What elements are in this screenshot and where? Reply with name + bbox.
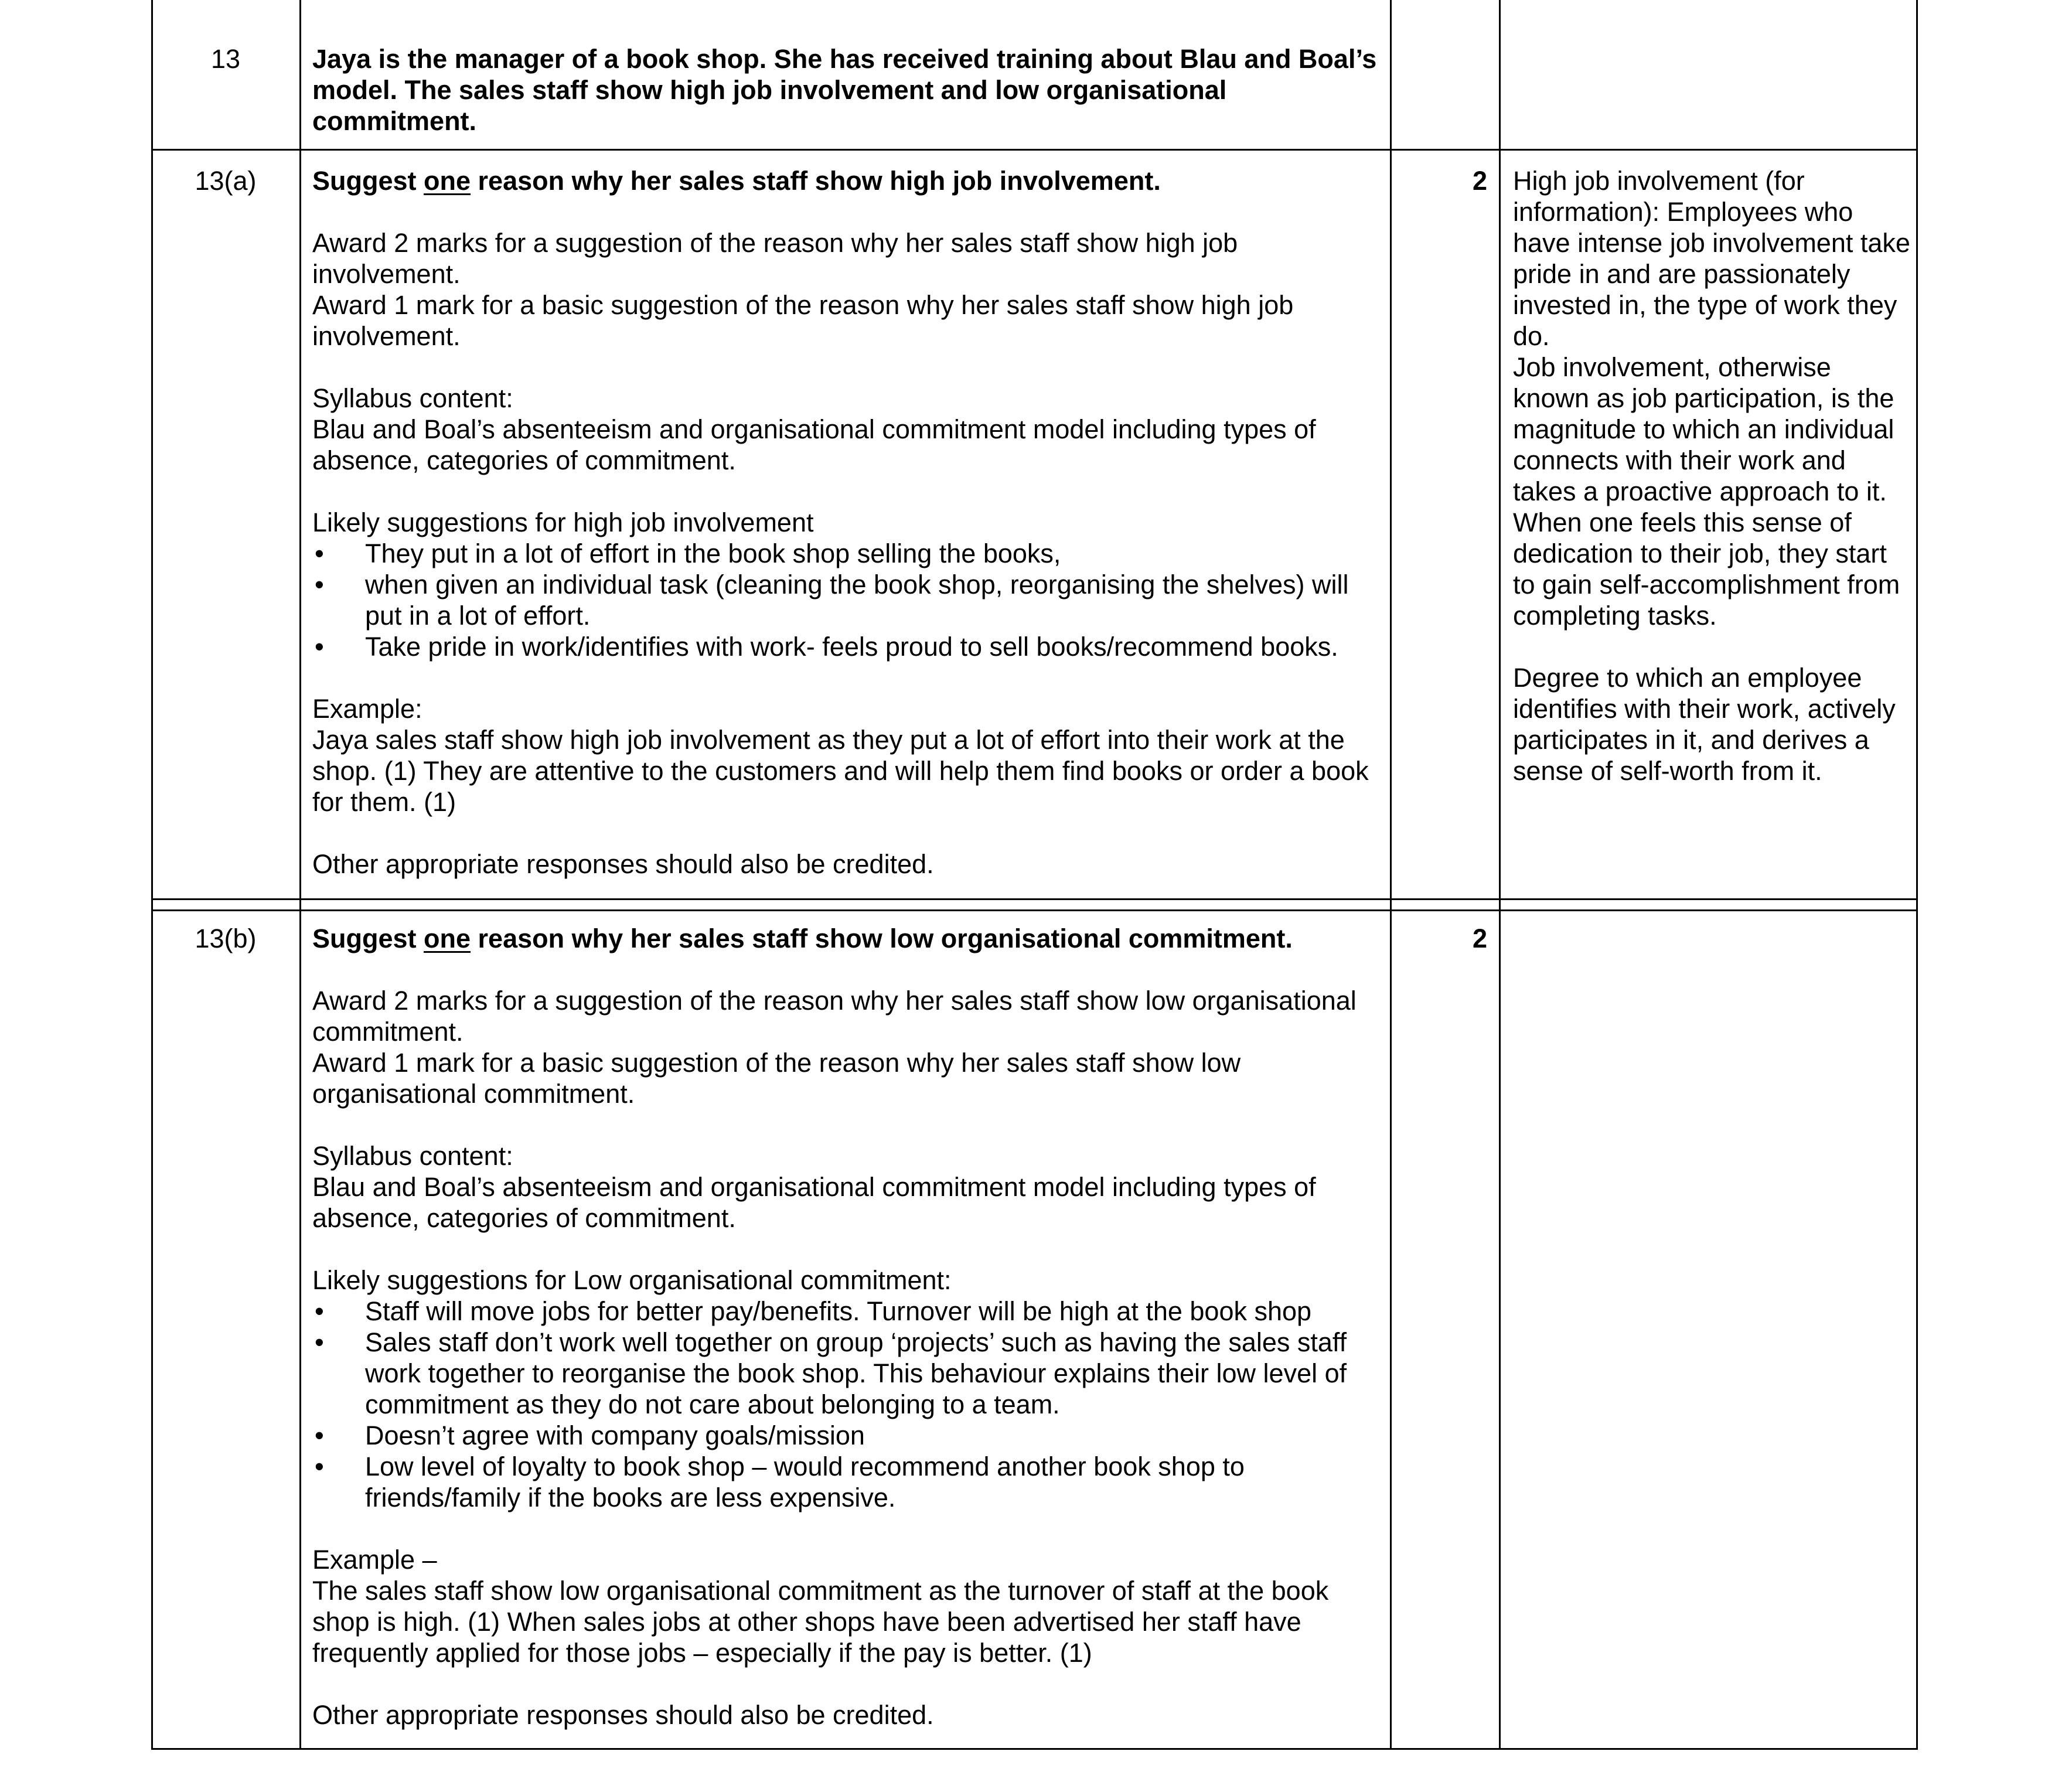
syllabus-heading-13b: Syllabus content: xyxy=(312,1141,513,1171)
marks-13b: 2 xyxy=(1472,924,1487,953)
example-heading-13b: Example – xyxy=(312,1545,437,1575)
award-1-mark-13b: Award 1 mark for a basic suggestion of the reason why her sales staff show low organisational commitment. xyxy=(312,1048,1241,1109)
list-item: • Sales staff don’t work well together on group ‘projects’ such as having the sales staff work together to reorganise the book shop. This behaviour explains their low level of commitment as they do not care about belonging to a team. xyxy=(312,1327,1385,1420)
list-item: • Doesn’t agree with company goals/mission xyxy=(312,1420,1385,1451)
example-text-13a: Jaya sales staff show high job involvement as they put a lot of effort into their work at the shop. (1) They are attentive to the customers and will help them find books or order a book for them. (1) xyxy=(312,725,1369,817)
other-responses-13b: Other appropriate responses should also be credited. xyxy=(312,1700,934,1730)
question-13a-text: Suggest one reason why her sales staff show high job involvement. xyxy=(312,166,1161,196)
marks-13a: 2 xyxy=(1472,166,1487,196)
suggestion-list-13b xyxy=(312,1296,1385,1513)
table-border-bottom xyxy=(151,1748,1918,1750)
table-divider-answer xyxy=(1390,0,1392,1750)
award-1-mark-13a: Award 1 mark for a basic suggestion of the reason why her sales staff show high job involvement. xyxy=(312,290,1294,351)
list-item: • Low level of loyalty to book shop – would recommend another book shop to friends/family if the books are less expensive. xyxy=(312,1451,1385,1513)
answer-13b xyxy=(312,923,1385,1730)
example-text-13b: The sales staff show low organisational commitment as the turnover of staff at the book shop is high. (1) When sales jobs at other shops have been advertised her staff have frequently applied for those jobs – especially if the pay is better. (1) xyxy=(312,1576,1329,1668)
guidance-13a xyxy=(1513,165,1911,786)
question-13b-text: Suggest one reason why her sales staff show low organisational commitment. xyxy=(312,924,1293,953)
question-number-13: 13 xyxy=(210,44,241,74)
table-divider-question xyxy=(299,0,301,1750)
list-item: • They put in a lot of effort in the book shop selling the books, xyxy=(312,538,1385,569)
award-2-marks-13b: Award 2 marks for a suggestion of the reason why her sales staff show low organisational commitment. xyxy=(312,986,1357,1047)
row-divider-13a-bottom xyxy=(151,898,1918,900)
suggestion-list-13a xyxy=(312,538,1385,662)
likely-heading-13b: Likely suggestions for Low organisational commitment: xyxy=(312,1265,952,1295)
syllabus-text-13b: Blau and Boal’s absenteeism and organisational commitment model including types of absence, categories of commitment. xyxy=(312,1172,1316,1233)
answer-13a xyxy=(312,165,1385,880)
table-border-left xyxy=(151,0,153,1750)
award-2-marks-13a: Award 2 marks for a suggestion of the reason why her sales staff show high job involvement. xyxy=(312,228,1238,289)
table-divider-marks xyxy=(1499,0,1501,1750)
likely-heading-13a: Likely suggestions for high job involvement xyxy=(312,507,814,537)
example-heading-13a: Example: xyxy=(312,694,422,724)
guidance-text: Job involvement, otherwise known as job participation, is the magnitude to which an individual connects with their work and takes a proactive approach to it. When one feels this sense of dedication to their job, they start to gain self-accomplishment from completing tasks. xyxy=(1513,352,1900,631)
list-item: • Staff will move jobs for better pay/benefits. Turnover will be high at the book shop xyxy=(312,1296,1385,1327)
question-number-13b: 13(b) xyxy=(195,924,257,953)
row-divider-13b-top xyxy=(151,909,1918,911)
row-divider-13 xyxy=(151,149,1918,151)
guidance-text: High job involvement (for information): Employees who have intense job involvement take pride in and are passionately invested in, the type of work they do. xyxy=(1513,166,1910,351)
syllabus-heading-13a: Syllabus content: xyxy=(312,383,513,413)
table-border-right xyxy=(1916,0,1918,1750)
syllabus-text-13a: Blau and Boal’s absenteeism and organisational commitment model including types of absence, categories of commitment. xyxy=(312,414,1316,475)
list-item: • Take pride in work/identifies with work- feels proud to sell books/recommend books. xyxy=(312,631,1385,662)
question-number-13a: 13(a) xyxy=(195,166,257,196)
list-item: • when given an individual task (cleaning the book shop, reorganising the shelves) will put in a lot of effort. xyxy=(312,569,1385,631)
question-13-stem: Jaya is the manager of a book shop. She has received training about Blau and Boal’s model. The sales staff show high job involvement and low organisational commitment. xyxy=(312,44,1377,136)
guidance-text: Degree to which an employee identifies with their work, actively participates in it, and derives a sense of self-worth from it. xyxy=(1513,663,1896,786)
other-responses-13a: Other appropriate responses should also be credited. xyxy=(312,849,934,879)
